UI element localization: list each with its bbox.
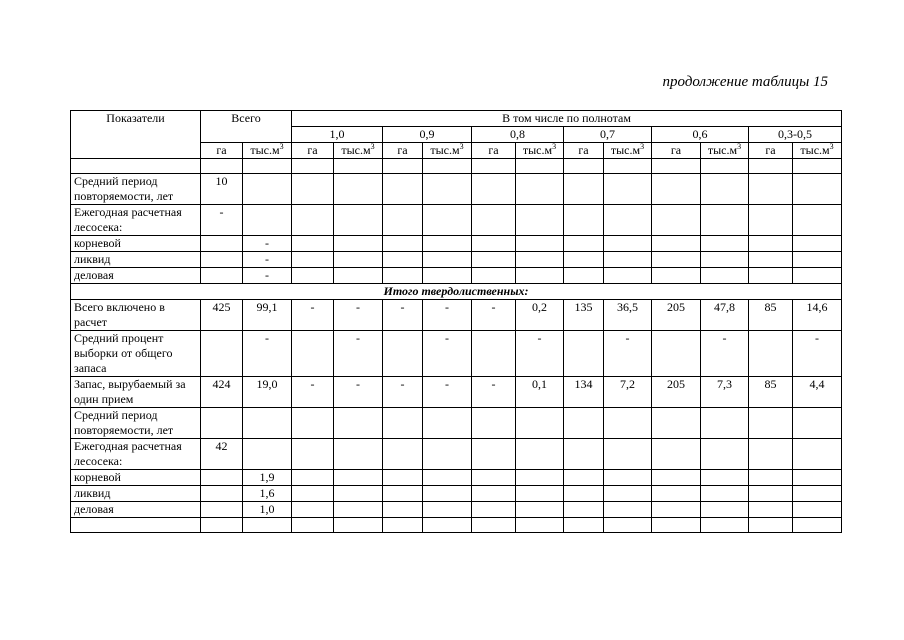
value-cell: 42 [201,439,243,470]
value-cell [652,252,701,268]
unit-volume-text: тыс.м [430,143,460,157]
value-cell [749,439,793,470]
including-header: В том числе по полнотам [292,111,842,127]
value-cell [334,439,383,470]
value-cell: - [604,331,652,377]
value-cell [383,174,423,205]
row-label: корневой [71,470,201,486]
value-cell [243,439,292,470]
value-cell [383,408,423,439]
unit-volume-text: тыс.м [250,143,280,157]
empty-cell [334,159,383,174]
value-cell [472,439,516,470]
unit-volume-text: тыс.м [522,143,553,157]
value-cell [423,486,472,502]
value-cell [243,174,292,205]
value-cell [201,502,243,518]
value-cell [423,205,472,236]
row-label: ликвид [71,252,201,268]
value-cell [292,236,334,252]
empty-cell [564,518,604,533]
table-row [71,502,842,518]
value-cell [423,408,472,439]
indicators-header: Показатели [71,111,201,159]
value-cell [292,252,334,268]
value-cell: 85 [749,300,793,331]
unit-ha-header: га [201,143,243,159]
value-cell [516,236,564,252]
value-cell [516,439,564,470]
value-cell [472,331,516,377]
value-cell: - [793,331,842,377]
value-cell [564,408,604,439]
value-cell [423,252,472,268]
value-cell: 205 [652,377,701,408]
value-cell [749,470,793,486]
unit-volume-header [604,143,652,159]
unit-ha-header: га [292,143,334,159]
empty-cell [383,159,423,174]
value-cell [793,502,842,518]
total-header: Всего [201,111,292,143]
value-cell: 85 [749,377,793,408]
unit-volume-text: тыс.м [610,143,641,157]
value-cell [472,205,516,236]
value-cell [472,236,516,252]
unit-volume-exponent: 3 [552,142,557,151]
spacer-row [71,159,842,174]
value-cell [292,174,334,205]
unit-ha-header: га [652,143,701,159]
value-cell [243,205,292,236]
value-cell [749,268,793,284]
table-row [71,439,842,470]
empty-cell [564,159,604,174]
row-label: Средний период повторяемости, лет [71,174,201,205]
unit-volume-header [701,143,749,159]
value-cell [793,268,842,284]
table-row [71,268,842,284]
value-cell [652,470,701,486]
empty-cell [71,159,201,174]
empty-cell [652,518,701,533]
density-group-header: 0,9 [383,127,472,143]
density-group-header: 0,6 [652,127,749,143]
value-cell [423,470,472,486]
value-cell: - [292,377,334,408]
value-cell [652,236,701,252]
empty-cell [749,518,793,533]
value-cell [652,486,701,502]
value-cell [749,174,793,205]
value-cell: - [423,331,472,377]
density-group-header: 0,8 [472,127,564,143]
value-cell [472,470,516,486]
value-cell [652,268,701,284]
row-label: Запас, вырубаемый за один прием [71,377,201,408]
empty-cell [243,518,292,533]
row-label: деловая [71,502,201,518]
value-cell: 425 [201,300,243,331]
value-cell [472,174,516,205]
table-row [71,205,842,236]
value-cell [292,331,334,377]
value-cell [793,236,842,252]
value-cell [604,439,652,470]
value-cell [749,486,793,502]
value-cell [201,268,243,284]
table-row [71,377,842,408]
row-label: Средний процент выборки от общего запаса [71,331,201,377]
value-cell: 10 [201,174,243,205]
empty-cell [292,159,334,174]
value-cell [564,205,604,236]
value-cell [423,502,472,518]
empty-cell [243,159,292,174]
value-cell: 1,0 [243,502,292,518]
value-cell [516,408,564,439]
value-cell [564,236,604,252]
value-cell [334,268,383,284]
value-cell [201,331,243,377]
value-cell: 36,5 [604,300,652,331]
unit-volume-exponent: 3 [829,142,834,151]
value-cell: 14,6 [793,300,842,331]
value-cell [516,252,564,268]
unit-ha-header: га [383,143,423,159]
value-cell: - [516,331,564,377]
value-cell [701,268,749,284]
value-cell: - [334,377,383,408]
value-cell [334,205,383,236]
value-cell [564,331,604,377]
value-cell: 1,9 [243,470,292,486]
value-cell [516,486,564,502]
value-cell [423,268,472,284]
row-label: Всего включено в расчет [71,300,201,331]
unit-volume-text: тыс.м [707,143,738,157]
value-cell: 205 [652,300,701,331]
value-cell [701,486,749,502]
value-cell [292,268,334,284]
value-cell: 424 [201,377,243,408]
table-caption: продолжение таблицы 15 [662,74,828,90]
density-group-header: 1,0 [292,127,383,143]
value-cell [201,408,243,439]
value-cell [749,205,793,236]
value-cell [564,502,604,518]
value-cell: 0,1 [516,377,564,408]
value-cell [472,502,516,518]
value-cell: - [334,300,383,331]
value-cell [383,268,423,284]
value-cell [701,408,749,439]
unit-volume-text: тыс.м [341,143,371,157]
empty-cell [604,159,652,174]
section-row [71,284,842,300]
value-cell [292,502,334,518]
unit-volume-exponent: 3 [640,142,645,151]
value-cell: - [383,300,423,331]
empty-cell [652,159,701,174]
value-cell [701,236,749,252]
value-cell [383,205,423,236]
empty-cell [423,159,472,174]
empty-cell [71,518,201,533]
value-cell [383,236,423,252]
density-group-header: 0,3-0,5 [749,127,842,143]
value-cell [383,252,423,268]
value-cell [516,268,564,284]
value-cell [383,439,423,470]
empty-cell [472,159,516,174]
empty-cell [516,159,564,174]
value-cell [793,408,842,439]
value-cell: - [383,377,423,408]
value-cell [201,470,243,486]
empty-cell [423,518,472,533]
value-cell [292,486,334,502]
value-cell: 0,2 [516,300,564,331]
value-cell [201,236,243,252]
value-cell [516,205,564,236]
value-cell [334,252,383,268]
value-cell [334,408,383,439]
unit-ha-header: га [564,143,604,159]
value-cell [749,331,793,377]
header-row-1 [71,111,842,127]
row-label: Ежегодная расчетная лесосека: [71,439,201,470]
table-row [71,236,842,252]
table-row [71,174,842,205]
row-label: Ежегодная расчетная лесосека: [71,205,201,236]
value-cell [604,502,652,518]
value-cell [701,205,749,236]
empty-cell [383,518,423,533]
unit-volume-text: тыс.м [800,143,830,157]
value-cell [292,205,334,236]
value-cell [749,236,793,252]
unit-volume-header [243,143,292,159]
section-title: Итого твердолиственных: [71,284,842,300]
empty-cell [516,518,564,533]
value-cell: 99,1 [243,300,292,331]
value-cell [516,470,564,486]
value-cell [652,502,701,518]
value-cell [793,174,842,205]
value-cell [564,174,604,205]
value-cell: - [701,331,749,377]
row-label: ликвид [71,486,201,502]
value-cell: - [201,205,243,236]
empty-cell [701,159,749,174]
unit-ha-header: га [749,143,793,159]
value-cell: - [472,377,516,408]
value-cell [604,470,652,486]
value-cell [749,408,793,439]
value-cell [793,470,842,486]
value-cell [793,205,842,236]
unit-volume-exponent: 3 [459,142,464,151]
data-table [70,110,842,533]
value-cell [604,408,652,439]
value-cell [516,174,564,205]
value-cell: - [472,300,516,331]
value-cell [334,502,383,518]
value-cell [652,174,701,205]
unit-volume-exponent: 3 [279,142,284,151]
empty-cell [749,159,793,174]
value-cell [383,470,423,486]
value-cell [604,486,652,502]
empty-cell [793,518,842,533]
density-group-header: 0,7 [564,127,652,143]
value-cell [292,439,334,470]
value-cell [604,252,652,268]
table-row [71,470,842,486]
value-cell [652,205,701,236]
value-cell [604,236,652,252]
value-cell: 19,0 [243,377,292,408]
empty-cell [201,159,243,174]
value-cell [701,502,749,518]
value-cell: - [243,236,292,252]
value-cell [201,486,243,502]
value-cell [793,486,842,502]
value-cell [516,502,564,518]
table-row [71,408,842,439]
value-cell [472,268,516,284]
value-cell [423,174,472,205]
table-row [71,300,842,331]
value-cell [793,252,842,268]
row-label: Средний период повторяемости, лет [71,408,201,439]
unit-volume-header [423,143,472,159]
value-cell: 4,4 [793,377,842,408]
value-cell [701,439,749,470]
value-cell: - [243,268,292,284]
unit-ha-header: га [472,143,516,159]
value-cell [472,252,516,268]
value-cell [564,252,604,268]
value-cell [652,331,701,377]
empty-cell [701,518,749,533]
empty-cell [201,518,243,533]
empty-cell [604,518,652,533]
value-cell: 1,6 [243,486,292,502]
unit-volume-exponent: 3 [370,142,375,151]
value-cell [701,252,749,268]
table-row [71,331,842,377]
value-cell: - [243,252,292,268]
value-cell [564,486,604,502]
value-cell [472,486,516,502]
empty-cell [292,518,334,533]
value-cell: - [423,377,472,408]
value-cell [423,236,472,252]
value-cell [383,331,423,377]
value-cell [383,486,423,502]
unit-volume-header [793,143,842,159]
value-cell [334,470,383,486]
row-label: корневой [71,236,201,252]
value-cell [604,174,652,205]
value-cell [749,252,793,268]
value-cell: - [243,331,292,377]
value-cell [749,502,793,518]
empty-cell [334,518,383,533]
spacer-row [71,518,842,533]
value-cell: - [423,300,472,331]
value-cell [652,408,701,439]
value-cell [243,408,292,439]
row-label: деловая [71,268,201,284]
value-cell [334,174,383,205]
unit-volume-exponent: 3 [737,142,742,151]
value-cell [793,439,842,470]
value-cell: 134 [564,377,604,408]
value-cell [701,470,749,486]
value-cell [472,408,516,439]
value-cell: - [292,300,334,331]
value-cell [334,236,383,252]
value-cell: 47,8 [701,300,749,331]
value-cell [564,470,604,486]
value-cell [652,439,701,470]
unit-volume-header [516,143,564,159]
value-cell: 7,3 [701,377,749,408]
value-cell [564,439,604,470]
value-cell [383,502,423,518]
value-cell [201,252,243,268]
table-row [71,252,842,268]
value-cell [423,439,472,470]
value-cell [292,408,334,439]
value-cell [604,268,652,284]
value-cell: 135 [564,300,604,331]
empty-cell [472,518,516,533]
value-cell [604,205,652,236]
empty-cell [793,159,842,174]
value-cell [292,470,334,486]
value-cell [701,174,749,205]
table-row [71,486,842,502]
value-cell [564,268,604,284]
value-cell [334,486,383,502]
value-cell: 7,2 [604,377,652,408]
value-cell: - [334,331,383,377]
unit-volume-header [334,143,383,159]
